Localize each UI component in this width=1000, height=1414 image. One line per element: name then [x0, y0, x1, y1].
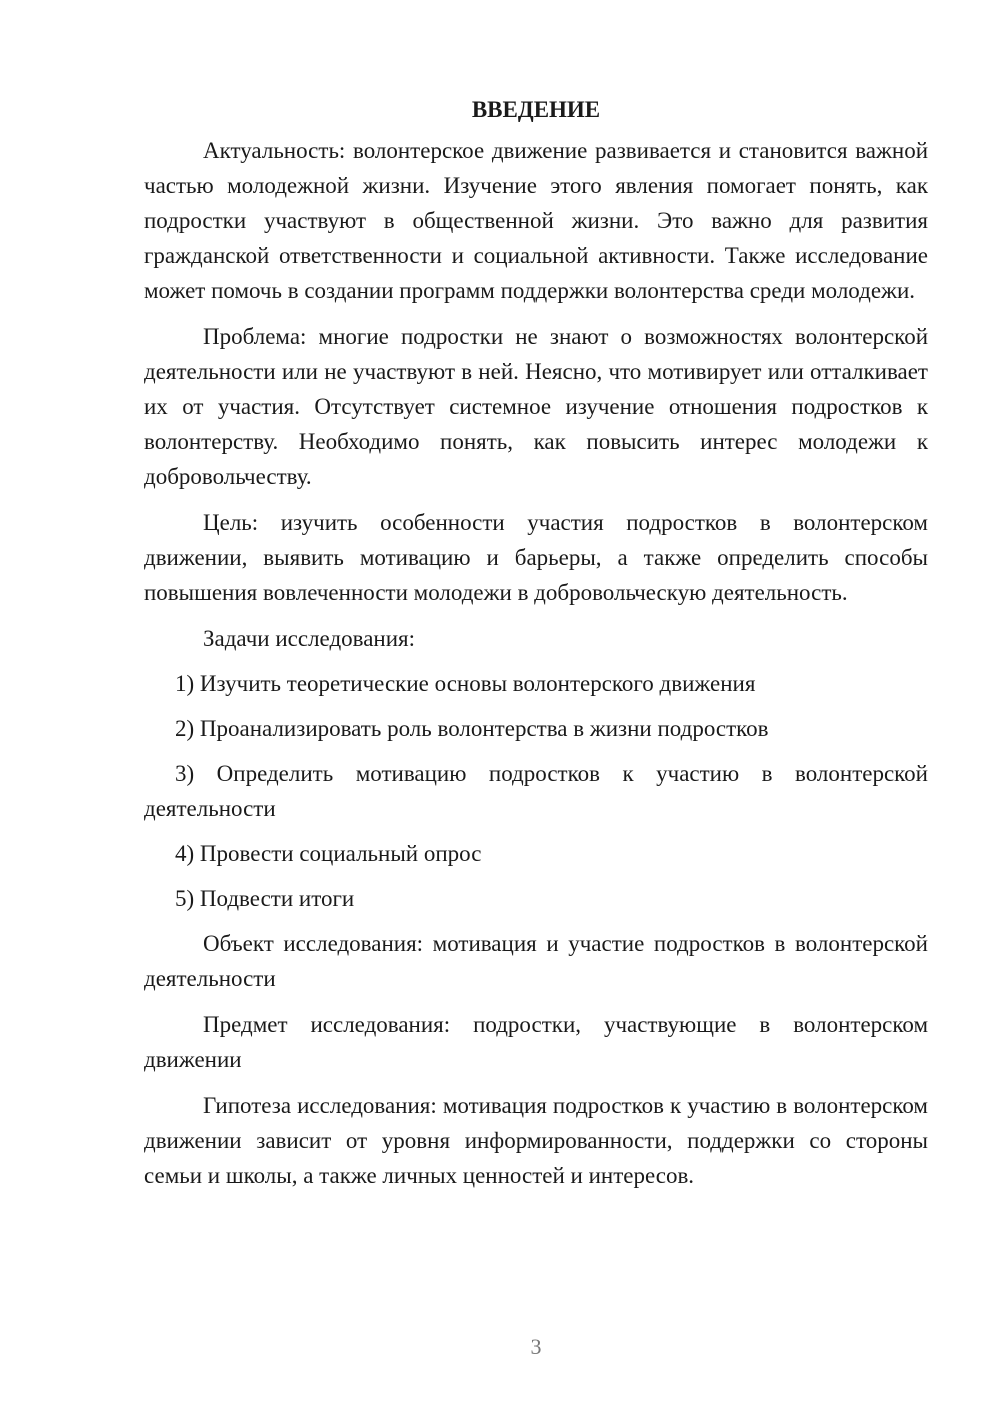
task-item-5: 5) Подвести итоги [175, 886, 355, 911]
task-item-4: 4) Провести социальный опрос [175, 841, 482, 866]
page-title: ВВЕДЕНИЕ [471, 97, 601, 122]
subject-paragraph: Предмет исследования: подростки, участвующие в волонтерском движении [144, 1012, 928, 1072]
relevance-paragraph: Актуальность: волонтерское движение развивается и становится важной частью молодежной жизни. Изучение этого явления помогает понять, как подростки участвуют в общественной жизни. Это важно для развития гражданской ответственности и социальной активности. Также исследование может помочь в создании программ поддержки волонтерства среди молодежи. [144, 138, 928, 303]
tasks-heading: Задачи исследования: [203, 626, 416, 651]
task-item-3: 3) Определить мотивацию подростков к участию в волонтерской деятельности [144, 761, 928, 821]
problem-paragraph: Проблема: многие подростки не знают о возможностях волонтерской деятельности или не участвуют в ней. Неясно, что мотивирует или отталкивает их от участия. Отсутствует системное изучение отношения подростков к волонтерству. Необходимо понять, как повысить интерес молодежи к добровольчеству. [144, 324, 928, 489]
object-paragraph: Объект исследования: мотивация и участие подростков в волонтерской деятельности [144, 931, 928, 991]
hypothesis-paragraph: Гипотеза исследования: мотивация подростков к участию в волонтерском движении зависит от уровня информированности, поддержки со стороны семьи и школы, а также личных ценностей и интересов. [144, 1093, 928, 1188]
task-item-2: 2) Проанализировать роль волонтерства в жизни подростков [175, 716, 769, 741]
goal-paragraph: Цель: изучить особенности участия подростков в волонтерском движении, выявить мотивацию и барьеры, а также определить способы повышения вовлеченности молодежи в добровольческую деятельность. [144, 510, 928, 605]
page-content [144, 92, 928, 1204]
page-number: 3 [530, 1334, 542, 1359]
task-item-1: 1) Изучить теоретические основы волонтерского движения [175, 671, 756, 696]
